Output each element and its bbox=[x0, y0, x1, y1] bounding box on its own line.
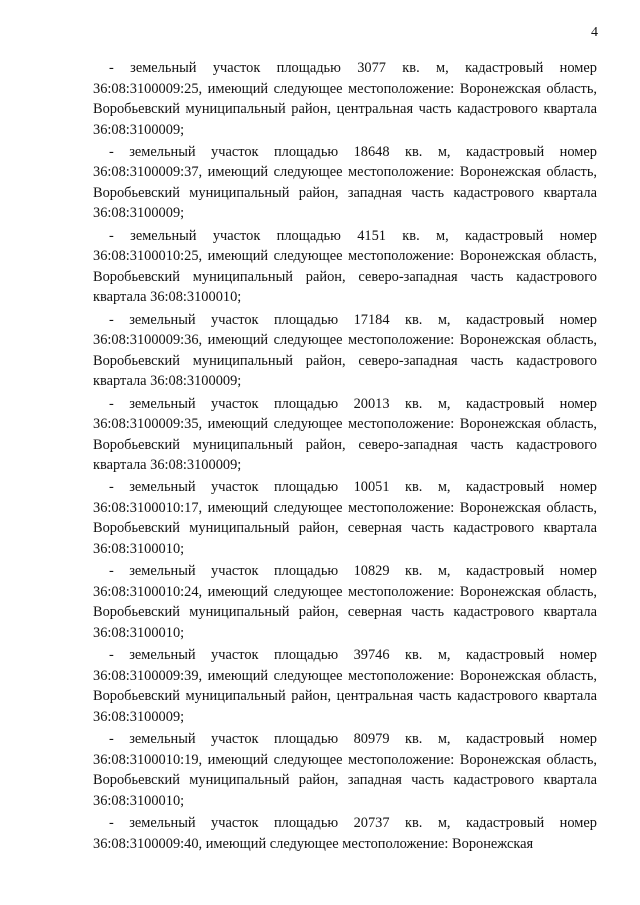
page-number: 4 bbox=[591, 25, 598, 40]
land-plot-entry: - земельный участок площадью 20013 кв. м, кадастровый номер 36:08:3100009:35, имеющий следующее местоположение: Воронежская область, Воробьевский муниципальный район, северо-западная часть кадастрового квартала 36:08:3100009; bbox=[93, 395, 597, 474]
land-plot-entry: - земельный участок площадью 4151 кв. м, кадастровый номер 36:08:3100010:25, имеющий следующее местоположение: Воронежская область, Воробьевский муниципальный район, северо-западная часть кадастрового квартала 36:08:3100010; bbox=[93, 227, 597, 306]
land-plot-entry: - земельный участок площадью 17184 кв. м, кадастровый номер 36:08:3100009:36, имеющий следующее местоположение: Воронежская область, Воробьевский муниципальный район, северо-западная часть кадастрового квартала 36:08:3100009; bbox=[93, 311, 597, 390]
land-plot-entry: - земельный участок площадью 80979 кв. м, кадастровый номер 36:08:3100010:19, имеющий следующее местоположение: Воронежская область, Воробьевский муниципальный район, западная часть кадастрового квартала 36:08:3100010; bbox=[93, 731, 597, 809]
land-plot-entry: - земельный участок площадью 3077 кв. м, кадастровый номер 36:08:3100009:25, имеющий следующее местоположение: Воронежская область, Воробьевский муниципальный район, центральная часть кадастрового квартала 36:08:3100009; bbox=[93, 60, 597, 138]
land-plot-entry: - земельный участок площадью 39746 кв. м, кадастровый номер 36:08:3100009:39, имеющий следующее местоположение: Воронежская область, Воробьевский муниципальный район, центральная часть кадастрового квартала 36:08:3100009; bbox=[93, 647, 597, 725]
land-plot-entry: - земельный участок площадью 10051 кв. м, кадастровый номер 36:08:3100010:17, имеющий следующее местоположение: Воронежская область, Воробьевский муниципальный район, северная часть кадастрового квартала 36:08:3100010; bbox=[93, 479, 597, 557]
land-plot-entry: - земельный участок площадью 18648 кв. м, кадастровый номер 36:08:3100009:37, имеющий следующее местоположение: Воронежская область, Воробьевский муниципальный район, западная часть кадастрового квартала 36:08:3100009; bbox=[93, 143, 597, 222]
land-plot-entry: - земельный участок площадью 10829 кв. м, кадастровый номер 36:08:3100010:24, имеющий следующее местоположение: Воронежская область, Воробьевский муниципальный район, северная часть кадастрового квартала 36:08:3100010; bbox=[93, 563, 597, 641]
document-body bbox=[93, 58, 597, 856]
land-plot-entry: - земельный участок площадью 20737 кв. м, кадастровый номер 36:08:3100009:40, имеющий следующее местоположение: Воронежская bbox=[93, 815, 597, 852]
